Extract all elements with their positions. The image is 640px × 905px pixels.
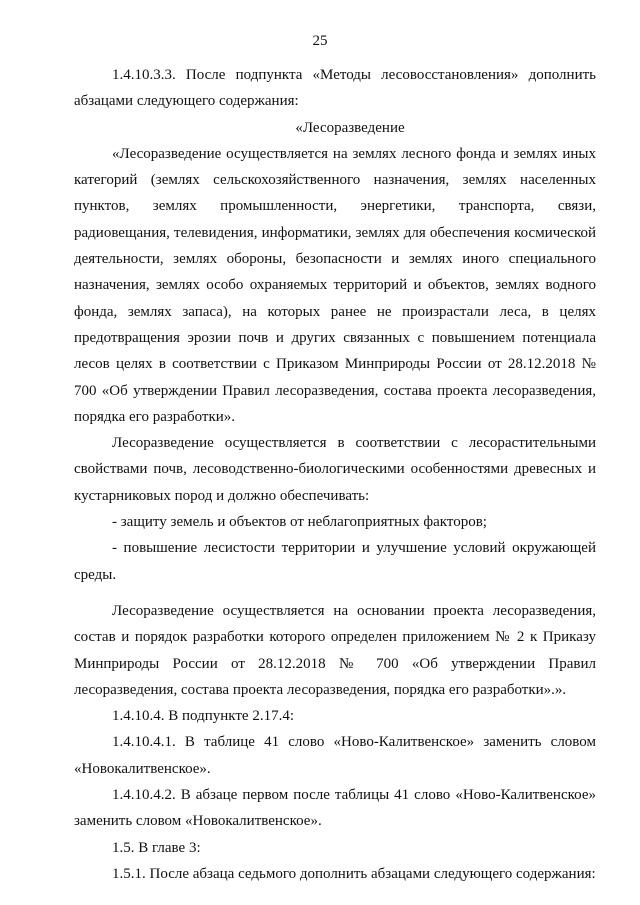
- paragraph-1-4-10-4-2: 1.4.10.4.2. В абзаце первом после таблицы 41 слово «Ново-Калитвенское» заменить словом «Новокалитвенское».: [74, 787, 596, 830]
- page-number: 25: [312, 33, 328, 49]
- section-heading-lesorazvedenie: «Лесоразведение: [295, 119, 405, 136]
- paragraph-1-4-10-4-1: 1.4.10.4.1. В таблице 41 слово «Ново-Калитвенское» заменить словом «Новокалитвенское».: [74, 734, 596, 777]
- list-item-soil-protection: - защиту земель и объектов от неблагоприятных факторов;: [112, 514, 487, 531]
- paragraph-lesorazvedenie-requirements: Лесоразведение осуществляется в соответствии с лесорастительными свойствами почв, лесоводственно-биологическими особенностями древесных и кустарниковых пород и должно обеспечивать:: [74, 435, 596, 504]
- document-body: [74, 62, 596, 887]
- paragraph-1-5-1: 1.5.1. После абзаца седьмого дополнить абзацами следующего содержания:: [112, 865, 596, 882]
- list-item-forest-cover: - повышение лесистости территории и улучшение условий окружающей среды.: [74, 540, 596, 583]
- paragraph-1-4-10-3-3: 1.4.10.3.3. После подпункта «Методы лесовосстановления» дополнить абзацами следующего содержания:: [74, 67, 596, 110]
- paragraph-1-4-10-4: 1.4.10.4. В подпункте 2.17.4:: [112, 708, 295, 725]
- paragraph-lesorazvedenie-project: Лесоразведение осуществляется на основании проекта лесоразведения, состав и порядок разработки которого определен приложением № 2 к Приказу Минприроды России от 28.12.2018 № 700 «Об утверждении Правил лесоразведения, состава проекта лесоразведения, порядка его разработки».».: [74, 602, 596, 698]
- paragraph-lesorazvedenie-definition: «Лесоразведение осуществляется на землях лесного фонда и землях иных категорий (землях сельскохозяйственного назначения, землях населенных пунктов, землях промышленности, энергетики, транспорта, связи, радиовещания, телевидения, информатики, землях для обеспечения космической деятельности, землях обороны, безопасности и землях иного специального назначения, землях особо охраняемых территорий и объектов, землях водного фонда, землях запаса), на которых ранее не произрастали леса, в целях предотвращения эрозии почв и других связанных с повышением потенциала лесов целях в соответствии с Приказом Минприроды России от 28.12.2018 № 700 «Об утверждении Правил лесоразведения, состава проекта лесоразведения, порядка его разработки».: [74, 145, 596, 425]
- paragraph-1-5: 1.5. В главе 3:: [112, 839, 201, 856]
